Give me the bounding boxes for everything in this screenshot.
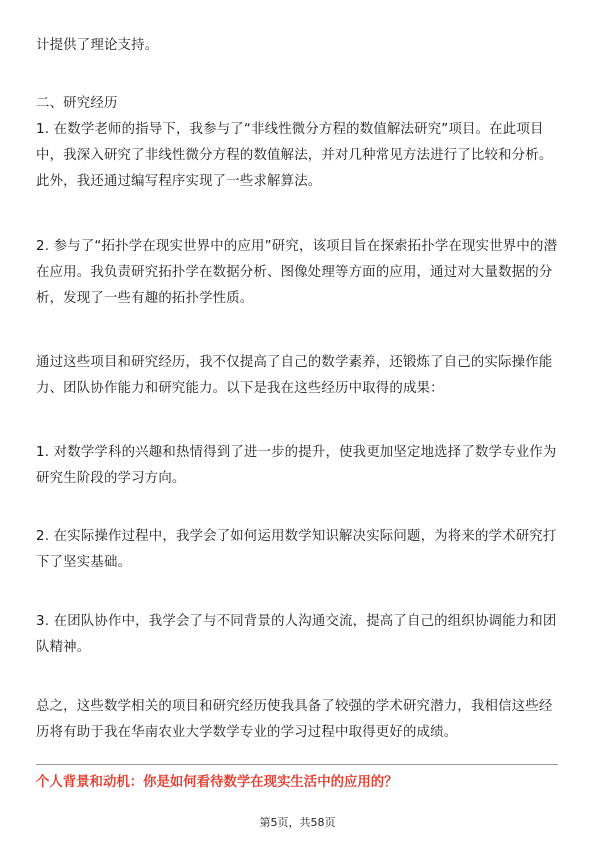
page-number: 第5页，共58页 bbox=[259, 816, 336, 829]
question-heading: 个人背景和动机：你是如何看待数学在现实生活中的应用的？ bbox=[36, 775, 398, 790]
paragraph-intro-tail: 计提供了理论支持。 bbox=[36, 38, 159, 53]
section-divider bbox=[36, 764, 558, 765]
paragraph-conclusion: 总之，这些数学相关的项目和研究经历使我具备了较强的学术研究潜力，我相信这些经历将有助于我在华南农业大学数学专业的学习过程中取得更好的成绩。 bbox=[36, 699, 553, 740]
paragraph-result-1: 1. 对数学学科的兴趣和热情得到了进一步的提升，使我更加坚定地选择了数学专业作为研究生阶段的学习方向。 bbox=[36, 445, 557, 486]
paragraph-summary-intro: 通过这些项目和研究经历，我不仅提高了自己的数学素养，还锻炼了自己的实际操作能力、团队协作能力和研究能力。以下是我在这些经历中取得的成果： bbox=[36, 355, 553, 396]
section-heading-research: 二、研究经历 bbox=[36, 96, 118, 111]
paragraph-project-2: 2. 参与了“拓扑学在现实世界中的应用”研究，该项目旨在探索拓扑学在现实世界中的潜在应用。我负责研究拓扑学在数据分析、图像处理等方面的应用，通过对大量数据的分析，发现了一些有趣的拓扑学性质。 bbox=[36, 239, 558, 306]
paragraph-result-2: 2. 在实际操作过程中，我学会了如何运用数学知识解决实际问题，为将来的学术研究打下了坚实基础。 bbox=[36, 529, 557, 570]
paragraph-project-1: 1. 在数学老师的指导下，我参与了“非线性微分方程的数值解法研究”项目。在此项目中，我深入研究了非线性微分方程的数值解法，并对几种常见方法进行了比较和分析。此外，我还通过编写程序实现了一些求解算法。 bbox=[36, 122, 553, 189]
paragraph-result-3: 3. 在团队协作中，我学会了与不同背景的人沟通交流，提高了自己的组织协调能力和团队精神。 bbox=[36, 614, 557, 655]
